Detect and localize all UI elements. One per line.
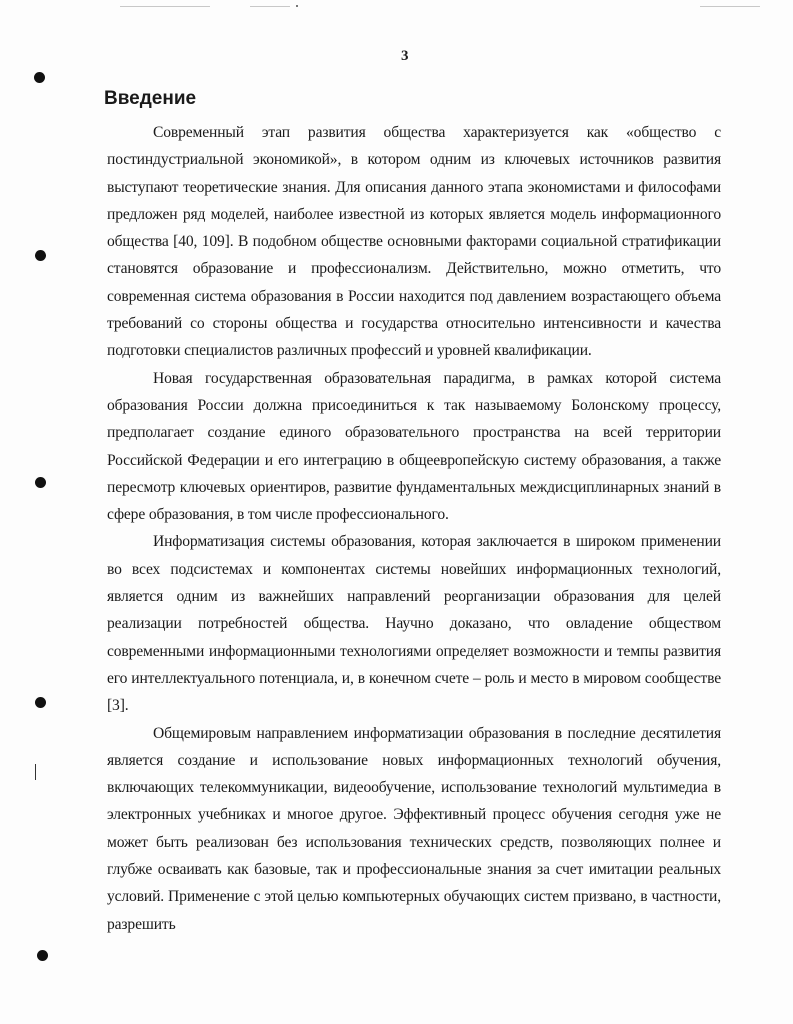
scan-artifact bbox=[700, 6, 760, 7]
scan-artifact bbox=[120, 6, 210, 7]
punch-hole-mark bbox=[37, 950, 48, 961]
page-number: 3 bbox=[401, 48, 409, 64]
punch-hole-mark bbox=[34, 72, 45, 83]
scan-speck bbox=[296, 5, 298, 7]
punch-hole-mark bbox=[35, 477, 46, 488]
margin-tick bbox=[35, 764, 36, 780]
section-heading: Введение bbox=[104, 88, 197, 109]
paragraph-1: Современный этап развития общества характеризуется как «общество с постиндустриальной экономикой», в котором одним из ключевых источников развития выступают теоретические знания. Для описания данного этапа экономистами и философами предложен ряд моделей, наиболее известной из которых является модель информационного общества [40, 109]. В подобном обществе основными факторами социальной стратификации становятся образование и профессионализм. Действительно, можно отметить, что современная система образования в России находится под давлением возрастающего объема требований со стороны общества и государства относительно интенсивности и качества подготовки специалистов различных профессий и уровней квалификации. bbox=[107, 124, 721, 360]
punch-hole-mark bbox=[35, 250, 46, 261]
punch-hole-mark bbox=[35, 697, 46, 708]
paragraph-3: Информатизация системы образования, которая заключается в широком применении во всех подсистемах и компонентах системы новейших информационных технологий, является одним из важнейших направлений реорганизации образования для целей реализации потребностей общества. Научно доказано, что овладение обществом современными информационными технологиями определяет возможности и темпы развития его интеллектуального потенциала, и, в конечном счете – роль и место в мировом сообществе [3]. bbox=[107, 533, 721, 715]
body-text bbox=[107, 119, 721, 938]
scan-artifact bbox=[250, 6, 290, 7]
paragraph-4: Общемировым направлением информатизации образования в последние десятилетия является создание и использование новых информационных технологий обучения, включающих телекоммуникации, видеообучение, использование технологий мультимедиа в электронных учебниках и многое другое. Эффективный процесс обучения сегодня уже не может быть реализован без использования технических средств, позволяющих полнее и глубже осваивать как базовые, так и профессиональные знания за счет имитации реальных условий. Применение с этой целью компьютерных обучающих систем призвано, в частности, разрешить bbox=[107, 724, 721, 933]
paragraph-2: Новая государственная образовательная парадигма, в рамках которой система образования России должна присоединиться к так называемому Болонскому процессу, предполагает создание единого образовательного пространства на всей территории Российской Федерации и его интеграцию в общеевропейскую систему образования, а также пересмотр ключевых ориентиров, развитие фундаментальных междисциплинарных знаний в сфере образования, в том числе профессионального. bbox=[107, 369, 721, 524]
